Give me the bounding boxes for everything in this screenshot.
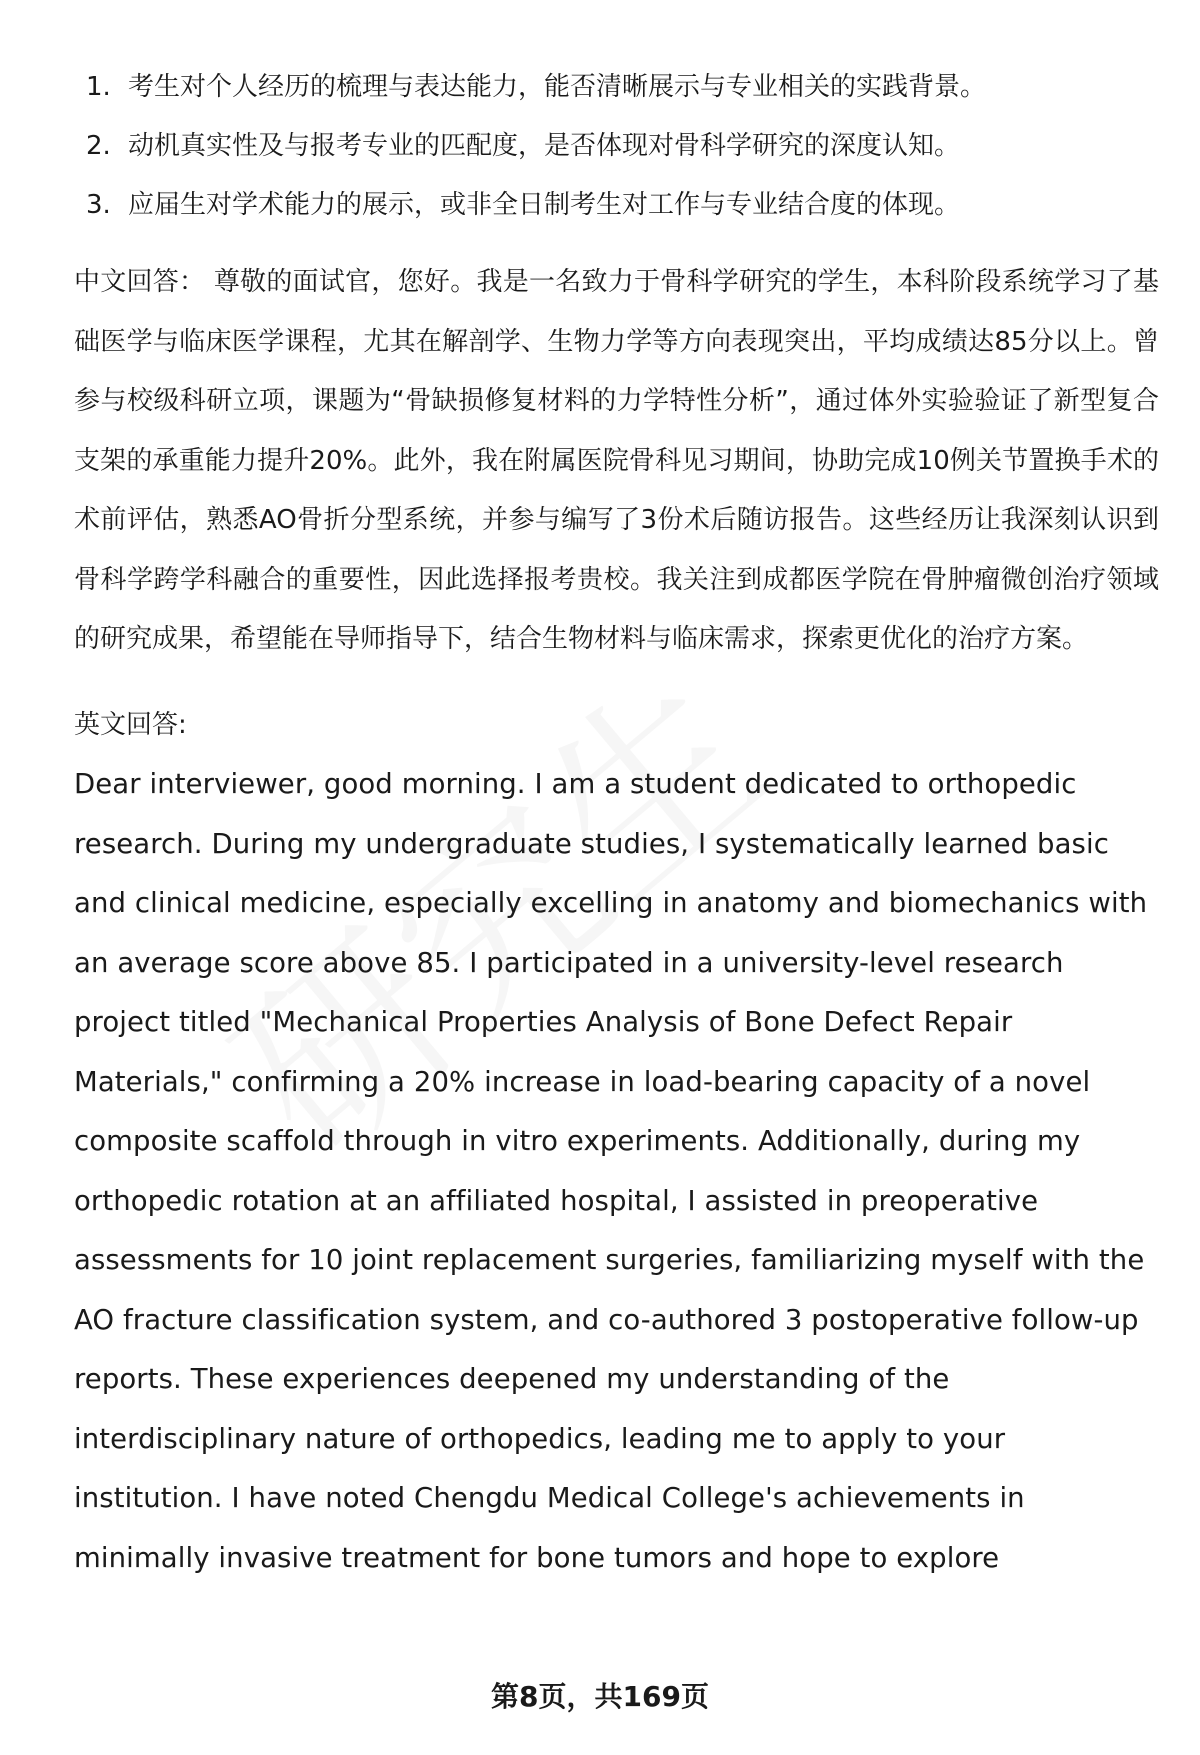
evaluation-criteria-list bbox=[74, 58, 1159, 235]
page-footer: 第8页，共169页 bbox=[491, 1680, 709, 1713]
criteria-text: 考生对个人经历的梳理与表达能力，能否清晰展示与专业相关的实践背景。 bbox=[128, 72, 987, 102]
criteria-text: 应届生对学术能力的展示，或非全日制考生对工作与专业结合度的体现。 bbox=[128, 190, 961, 220]
english-answer-body: Dear interviewer, good morning. I am a student dedicated to orthopedic research. During my undergraduate studies, I systematically learned basic and clinical medicine, especially excelling in anatomy and biomechanics with an average score above 85. I participated in a university-level research project titled "Mechanical Properties Analysis of Bone Defect Repair Materials," confirming a 20% increase in load-bearing capacity of a novel composite scaffold through in vitro experiments. Additionally, during my orthopedic rotation at an affiliated hospital, I assisted in preoperative assessments for 10 joint replacement surgeries, familiarizing myself with the AO fracture classification system, and co-authored 3 postoperative follow-up reports. These experiences deepened my understanding of the interdisciplinary nature of orthopedics, leading me to apply to your institution. I have noted Chengdu Medical College's achievements in minimally invasive treatment for bone tumors and hope to explore bbox=[74, 768, 1148, 1574]
english-answer-label: 英文回答: bbox=[74, 709, 187, 740]
criteria-text: 动机真实性及与报考专业的匹配度，是否体现对骨科学研究的深度认知。 bbox=[128, 131, 961, 161]
criteria-number: 3. bbox=[86, 190, 111, 220]
criteria-number: 2. bbox=[86, 131, 111, 161]
chinese-answer-section bbox=[74, 253, 1159, 670]
criteria-item bbox=[74, 58, 1159, 117]
criteria-number: 1. bbox=[86, 72, 111, 102]
chinese-answer-body: 尊敬的面试官，您好。我是一名致力于骨科学研究的学生，本科阶段系统学习了基础医学与临床医学课程，尤其在解剖学、生物力学等方向表现突出，平均成绩达85分以上。曾参与校级科研立项，课题为“骨缺损修复材料的力学特性分析”，通过体外实验验证了新型复合支架的承重能力提升20%。此外，我在附属医院骨科见习期间，协助完成10例关节置换手术的术前评估，熟悉AO骨折分型系统，并参与编写了3份术后随访报告。这些经历让我深刻认识到骨科学跨学科融合的重要性，因此选择报考贵校。我关注到成都医学院在骨肿瘤微创治疗领域的研究成果，希望能在导师指导下，结合生物材料与临床需求，探索更优化的治疗方案。 bbox=[74, 267, 1159, 654]
chinese-answer-paragraph bbox=[74, 253, 1159, 670]
criteria-item bbox=[74, 176, 1159, 235]
criteria-item bbox=[74, 117, 1159, 176]
english-answer-section bbox=[74, 755, 1159, 1588]
chinese-answer-label: 中文回答： bbox=[74, 267, 206, 297]
page-content bbox=[74, 58, 1159, 1588]
